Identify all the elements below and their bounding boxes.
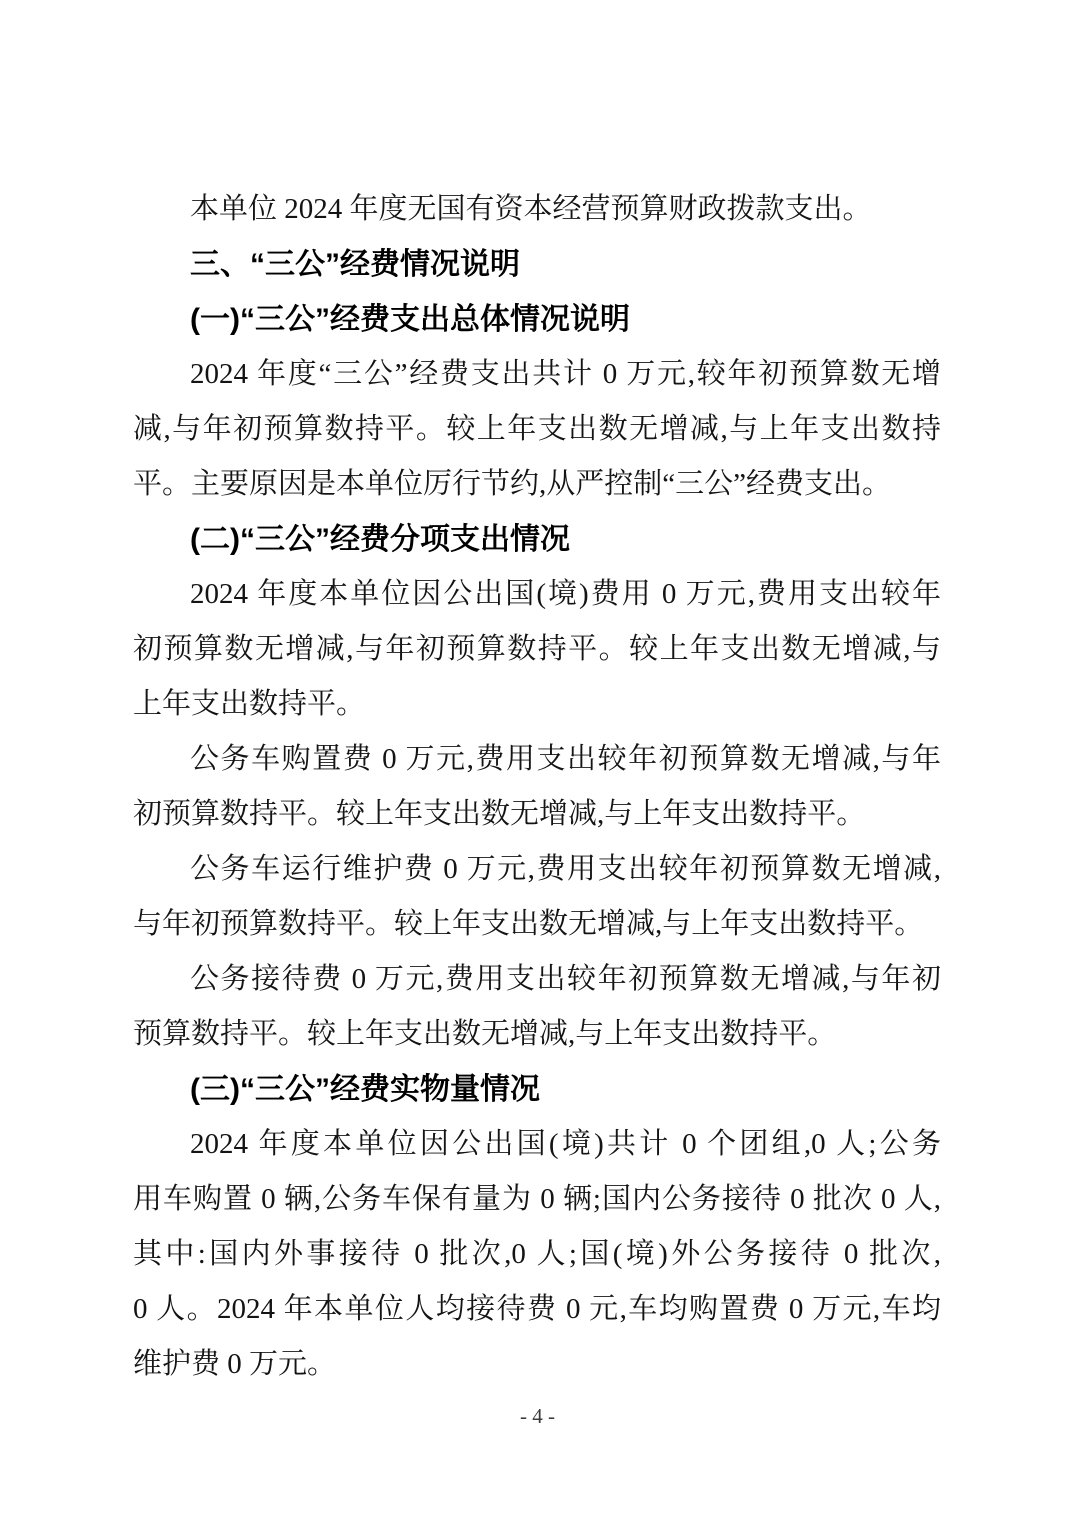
document-content — [133, 182, 941, 1392]
text-line: (一)“三公”经费支出总体情况说明 — [190, 303, 630, 336]
text-line: 平。主要原因是本单位厉行节约,从严控制“三公”经费支出。 — [133, 468, 891, 500]
text-line: 维护费 0 万元。 — [133, 1348, 337, 1380]
text-line: 公务车运行维护费 0 万元,费用支出较年初预算数无增减, — [190, 853, 941, 885]
text-line: 预算数持平。较上年支出数无增减,与上年支出数持平。 — [133, 1018, 837, 1050]
paragraph — [133, 842, 941, 952]
section-heading — [133, 292, 941, 347]
text-line: 三、“三公”经费情况说明 — [190, 248, 520, 281]
text-line: 用车购置 0 辆,公务车保有量为 0 辆;国内公务接待 0 批次 0 人, — [133, 1183, 941, 1215]
section-heading — [133, 512, 941, 567]
paragraph — [133, 182, 941, 237]
text-line: 初预算数无增减,与年初预算数持平。较上年支出数无增减,与 — [133, 633, 941, 665]
page-number: - 4 - — [520, 1404, 555, 1428]
text-line: 公务车购置费 0 万元,费用支出较年初预算数无增减,与年 — [190, 743, 941, 775]
section-heading — [133, 1062, 941, 1117]
section-heading — [133, 237, 941, 292]
text-line: 减,与年初预算数持平。较上年支出数无增减,与上年支出数持 — [133, 413, 941, 445]
paragraph — [133, 347, 941, 512]
text-line: 与年初预算数持平。较上年支出数无增减,与上年支出数持平。 — [133, 908, 924, 940]
text-line: 初预算数持平。较上年支出数无增减,与上年支出数持平。 — [133, 798, 866, 830]
paragraph — [133, 952, 941, 1062]
text-line: 2024 年度“三公”经费支出共计 0 万元,较年初预算数无增 — [190, 358, 941, 390]
paragraph — [133, 1117, 941, 1392]
text-line: (三)“三公”经费实物量情况 — [190, 1073, 540, 1106]
text-line: 公务接待费 0 万元,费用支出较年初预算数无增减,与年初 — [190, 963, 941, 995]
text-line: 2024 年度本单位因公出国(境)费用 0 万元,费用支出较年 — [190, 578, 941, 610]
text-line: 0 人。2024 年本单位人均接待费 0 元,车均购置费 0 万元,车均 — [133, 1293, 941, 1325]
text-line: 2024 年度本单位因公出国(境)共计 0 个团组,0 人;公务 — [190, 1128, 941, 1160]
paragraph — [133, 732, 941, 842]
text-line: 其中:国内外事接待 0 批次,0 人;国(境)外公务接待 0 批次, — [133, 1238, 941, 1270]
paragraph — [133, 567, 941, 732]
text-line: (二)“三公”经费分项支出情况 — [190, 523, 570, 556]
text-line: 上年支出数持平。 — [133, 688, 366, 720]
text-line: 本单位 2024 年度无国有资本经营预算财政拨款支出。 — [190, 193, 872, 225]
